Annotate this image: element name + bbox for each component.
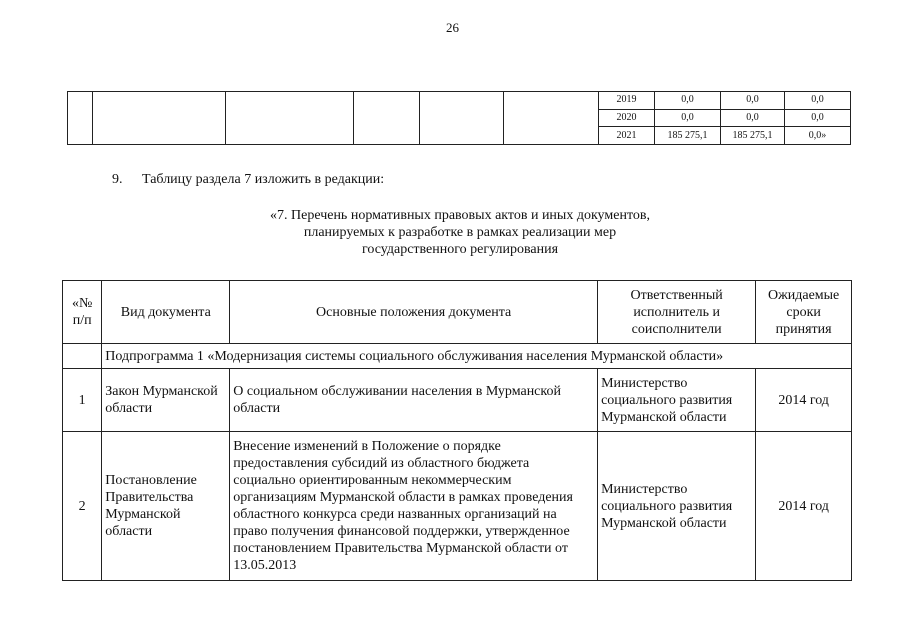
- empty-cell: [504, 92, 599, 145]
- value-cell: 0,0: [655, 109, 721, 127]
- value-cell: 0,0: [785, 92, 851, 110]
- header-num: «№ п/п: [63, 281, 102, 344]
- value-cell: 0,0: [655, 92, 721, 110]
- section-heading: [170, 207, 750, 258]
- item-number: 9.: [112, 172, 123, 187]
- empty-cell: [420, 92, 504, 145]
- value-cell: 185 275,1: [655, 127, 721, 145]
- year-cell: 2019: [599, 92, 655, 110]
- header-provisions: Основные положения документа: [230, 281, 598, 344]
- item-text: Таблицу раздела 7 изложить в редакции:: [142, 172, 385, 187]
- empty-cell: [63, 344, 102, 369]
- executor-cell: Министерство социального развития Мурманской области: [598, 432, 756, 581]
- term-cell: 2014 год: [756, 369, 852, 432]
- value-cell: 185 275,1: [721, 127, 785, 145]
- doc-type-cell: Закон Мурманской области: [102, 369, 230, 432]
- row-number: 2: [63, 432, 102, 581]
- provisions-cell: О социальном обслуживании населения в Мурманской области: [230, 369, 598, 432]
- value-cell: 0,0: [721, 109, 785, 127]
- subprogram-title: Подпрограмма 1 «Модернизация системы социального обслуживания населения Мурманской области»: [102, 344, 852, 369]
- page-number: 26: [446, 20, 459, 35]
- year-cell: 2020: [599, 109, 655, 127]
- heading-line: «7. Перечень нормативных правовых актов и иных документов,: [270, 208, 650, 223]
- executor-cell: Министерство социального развития Мурманской области: [598, 369, 756, 432]
- value-cell: 0,0»: [785, 127, 851, 145]
- header-term: Ожидаемые сроки принятия: [756, 281, 852, 344]
- empty-cell: [93, 92, 226, 145]
- doc-type-cell: Постановление Правительства Мурманской области: [102, 432, 230, 581]
- empty-cell: [354, 92, 420, 145]
- value-cell: 0,0: [785, 109, 851, 127]
- year-cell: 2021: [599, 127, 655, 145]
- header-executor: Ответственный исполнитель и соисполнители: [598, 281, 756, 344]
- header-doc-type: Вид документа: [102, 281, 230, 344]
- heading-line: планируемых к разработке в рамках реализации мер: [303, 225, 617, 240]
- row-number: 1: [63, 369, 102, 432]
- table-header-row: [63, 281, 852, 344]
- continuation-table: [67, 91, 851, 145]
- documents-table: [62, 280, 852, 581]
- provisions-cell: Внесение изменений в Положение о порядке предоставления субсидий из областного бюджета социально ориентированным некоммерческим организациям Мурманской области в рамках проведения областного конкурса среди названных организаций на право получения финансовой поддержки, утвержденное постановлением Правительства Мурманской области от 13.05.2013: [230, 432, 598, 581]
- subprogram-row: [63, 344, 852, 369]
- table-row: [63, 369, 852, 432]
- table-row: [63, 432, 852, 581]
- term-cell: 2014 год: [756, 432, 852, 581]
- heading-line: государственного регулирования: [361, 242, 559, 257]
- empty-cell: [226, 92, 354, 145]
- value-cell: 0,0: [721, 92, 785, 110]
- empty-cell: [68, 92, 93, 145]
- table-row: [68, 92, 851, 110]
- list-item-9: [112, 172, 384, 188]
